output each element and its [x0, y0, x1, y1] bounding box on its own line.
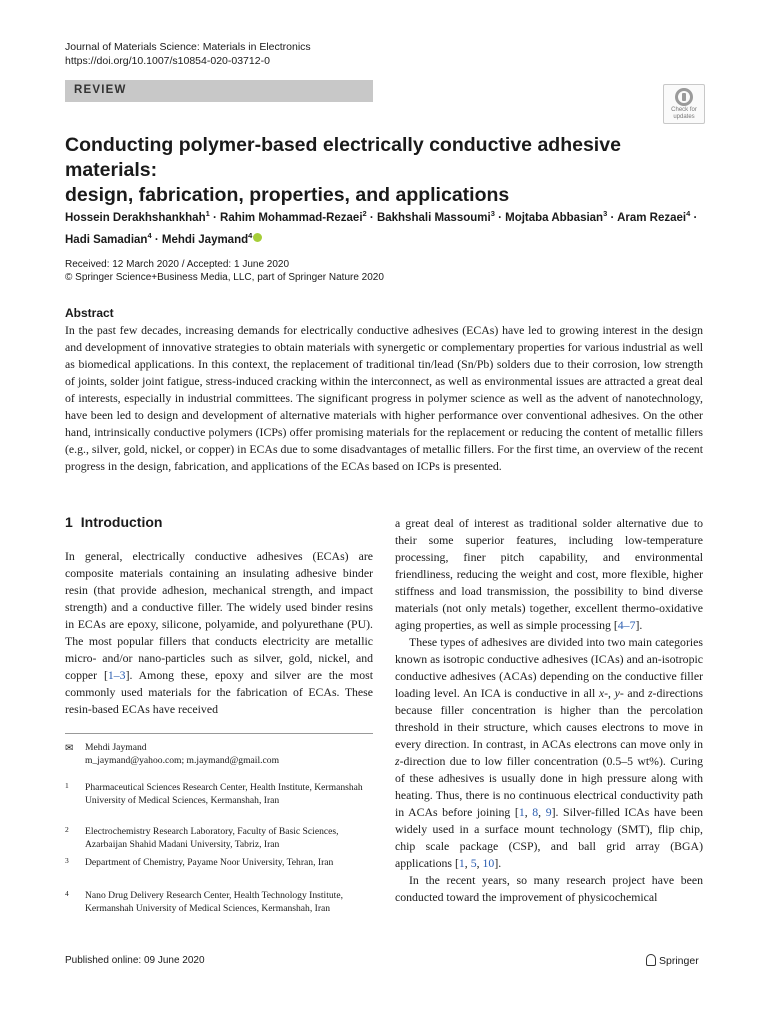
- abstract-text: In the past few decades, increasing demands for electrically conductive adhesives (ECAs) have led to growing interest in the design and development of innovative strategies to obtain materials with synergetic or complementary properties for various industrial as well as biomedical applications. In this context, the replacement of traditional tin/lead (Sn/Pb) solders due to their corrosion, low strength of joints, solder joint fatigue, stress-induced cracking within the interconnect, as well as environmental issues are attracted a great deal of interests, especially in industrial committees. The significant progress in polymer science as well as the advent of nanotechnology, have been led to design and development of alternative materials with higher performance over conventional adhesives. On the other hand, intrinsically conductive polymers (ICPs) offer promising materials for the replacement or reducing the content of metallic fillers (e.g., silver, gold, nickel, or copper) in ECAs due to some disadvantages of metallic fillers. For the first time, an overview of the recent progress in the design, fabrication, and applications of the ECAs based on ICPs is presented.: [65, 323, 703, 473]
- journal-header: [65, 40, 311, 68]
- paper-title: Conducting polymer-based electrically conductive adhesive materials: design, fabrication, properties, and applications: [65, 134, 621, 206]
- right-column: [395, 515, 703, 906]
- article-type-bar: [65, 80, 373, 102]
- orcid-icon[interactable]: [253, 233, 262, 242]
- author[interactable]: Mojtaba Abbasian$^3$: [505, 209, 608, 224]
- copyright: © Springer Science+Business Media, LLC, part of Springer Nature 2020: [65, 272, 384, 283]
- section-heading: [65, 514, 162, 530]
- author[interactable]: Aram Rezaei$^4$: [617, 209, 691, 224]
- paragraph: a great deal of interest as traditional solder alternative due to their some superior features, including low-temperature processing, finer pitch capability, and environmental friendliness, reducing the weight and cost, more flexible, higher stiffness and load transmission, the possibility to bind diverse materials (not only metals) together, excellent thermo-oxidative aging properties, as well as simple processing [4–7].: [395, 516, 703, 632]
- citation-link[interactable]: 4–7: [617, 618, 636, 632]
- article-type-label: REVIEW: [74, 84, 127, 96]
- publisher-logo: Springer: [646, 954, 699, 967]
- citation-link[interactable]: 8: [532, 805, 539, 819]
- citation-link[interactable]: 10: [482, 856, 495, 870]
- citation-link[interactable]: 9: [545, 805, 552, 819]
- corresponding-email[interactable]: m_jaymand@yahoo.com; m.jaymand@gmail.com: [85, 755, 280, 766]
- corresponding-author: Mehdi Jaymand: [85, 742, 147, 753]
- section-title: Introduction: [80, 514, 163, 530]
- article-dates: [65, 258, 384, 284]
- citation-link[interactable]: 5: [470, 856, 477, 870]
- received-accepted: Received: 12 March 2020 / Accepted: 1 June 2020: [65, 259, 290, 270]
- author[interactable]: Bakhshali Massoumi$^3$: [376, 209, 495, 224]
- citation-link[interactable]: 1–3: [107, 668, 126, 682]
- section-number: 1: [65, 514, 73, 530]
- doi-link[interactable]: https://doi.org/10.1007/s10854-020-03712-0: [65, 55, 270, 67]
- citation-link[interactable]: 1: [518, 805, 525, 819]
- footnote-divider: [65, 733, 373, 734]
- citation-link[interactable]: 1: [458, 856, 465, 870]
- paragraph: These types of adhesives are divided into two main categories known as isotropic conductive adhesives (ICAs) and an-isotropic conductive adhesives (ACAs) depending on the conductive filler loading level. An ICA is conductive in all x-, y- and z-directions because filler concentration is higher than the percolation threshold in their structure, which causes electrons to move in every direction. In contrast, in ACAs electrons can move only in z-direction due to low filler concentration (0.5–5 wt%). Curing of these adhesives is usually done in high pressure along with heating. Thus, there is no continuous electrical conductivity path in ACAs before joining [1, 8, 9]. Silver-filled ICAs have been widely used in a surface mount technology (SMT), flip chip, chip scale package (CSP), and ball grid array (BGA) applications [1, 5, 10].: [395, 635, 703, 870]
- paragraph: In general, electrically conductive adhesives (ECAs) are composite materials containing an insulating adhesive binder resin (that provide adhesion, mechanical strength, and impact strength) and a conductive filler. The widely used binder resins in ECAs are epoxy, silicone, polyamide, and polyurethane (PU). The most popular fillers that conducts electricity are metallic micro- and/or nano-particles such as silver, gold, nickel, and copper [1–3]. Among these, epoxy and silver are the most commonly used materials for the fabrication of ECAs. These resin-based ECAs have received: [65, 549, 373, 716]
- envelope-icon: ✉: [65, 743, 74, 754]
- paragraph: In the recent years, so many research project have been conducted toward the improvement of physicochemical: [395, 873, 703, 904]
- springer-horse-icon: [646, 954, 656, 966]
- author[interactable]: Rahim Mohammad-Rezaei$^2$: [220, 209, 367, 224]
- badge-text: Check for updates: [671, 107, 697, 120]
- check-updates-icon: [675, 88, 693, 106]
- left-column: [65, 548, 373, 718]
- abstract-heading: Abstract: [65, 306, 114, 320]
- author[interactable]: Hossein Derakhshankhah$^1$: [65, 209, 210, 224]
- check-for-updates-badge[interactable]: [663, 84, 705, 124]
- journal-name: Journal of Materials Science: Materials in Electronics: [65, 41, 311, 53]
- author-list: Hossein Derakhshankhah$^1$ · Rahim Mohammad-Rezaei$^2$ · Bakhshali Massoumi$^3$ · Mojtaba Abbasian$^3$ · Aram Rezaei$^4$ · Hadi Samadian$^4$ · Mehdi Jaymand$^4$: [65, 209, 698, 246]
- published-date: Published online: 09 June 2020: [65, 955, 205, 966]
- author[interactable]: Mehdi Jaymand$^4$: [161, 230, 253, 246]
- author[interactable]: Hadi Samadian$^4$: [65, 230, 152, 246]
